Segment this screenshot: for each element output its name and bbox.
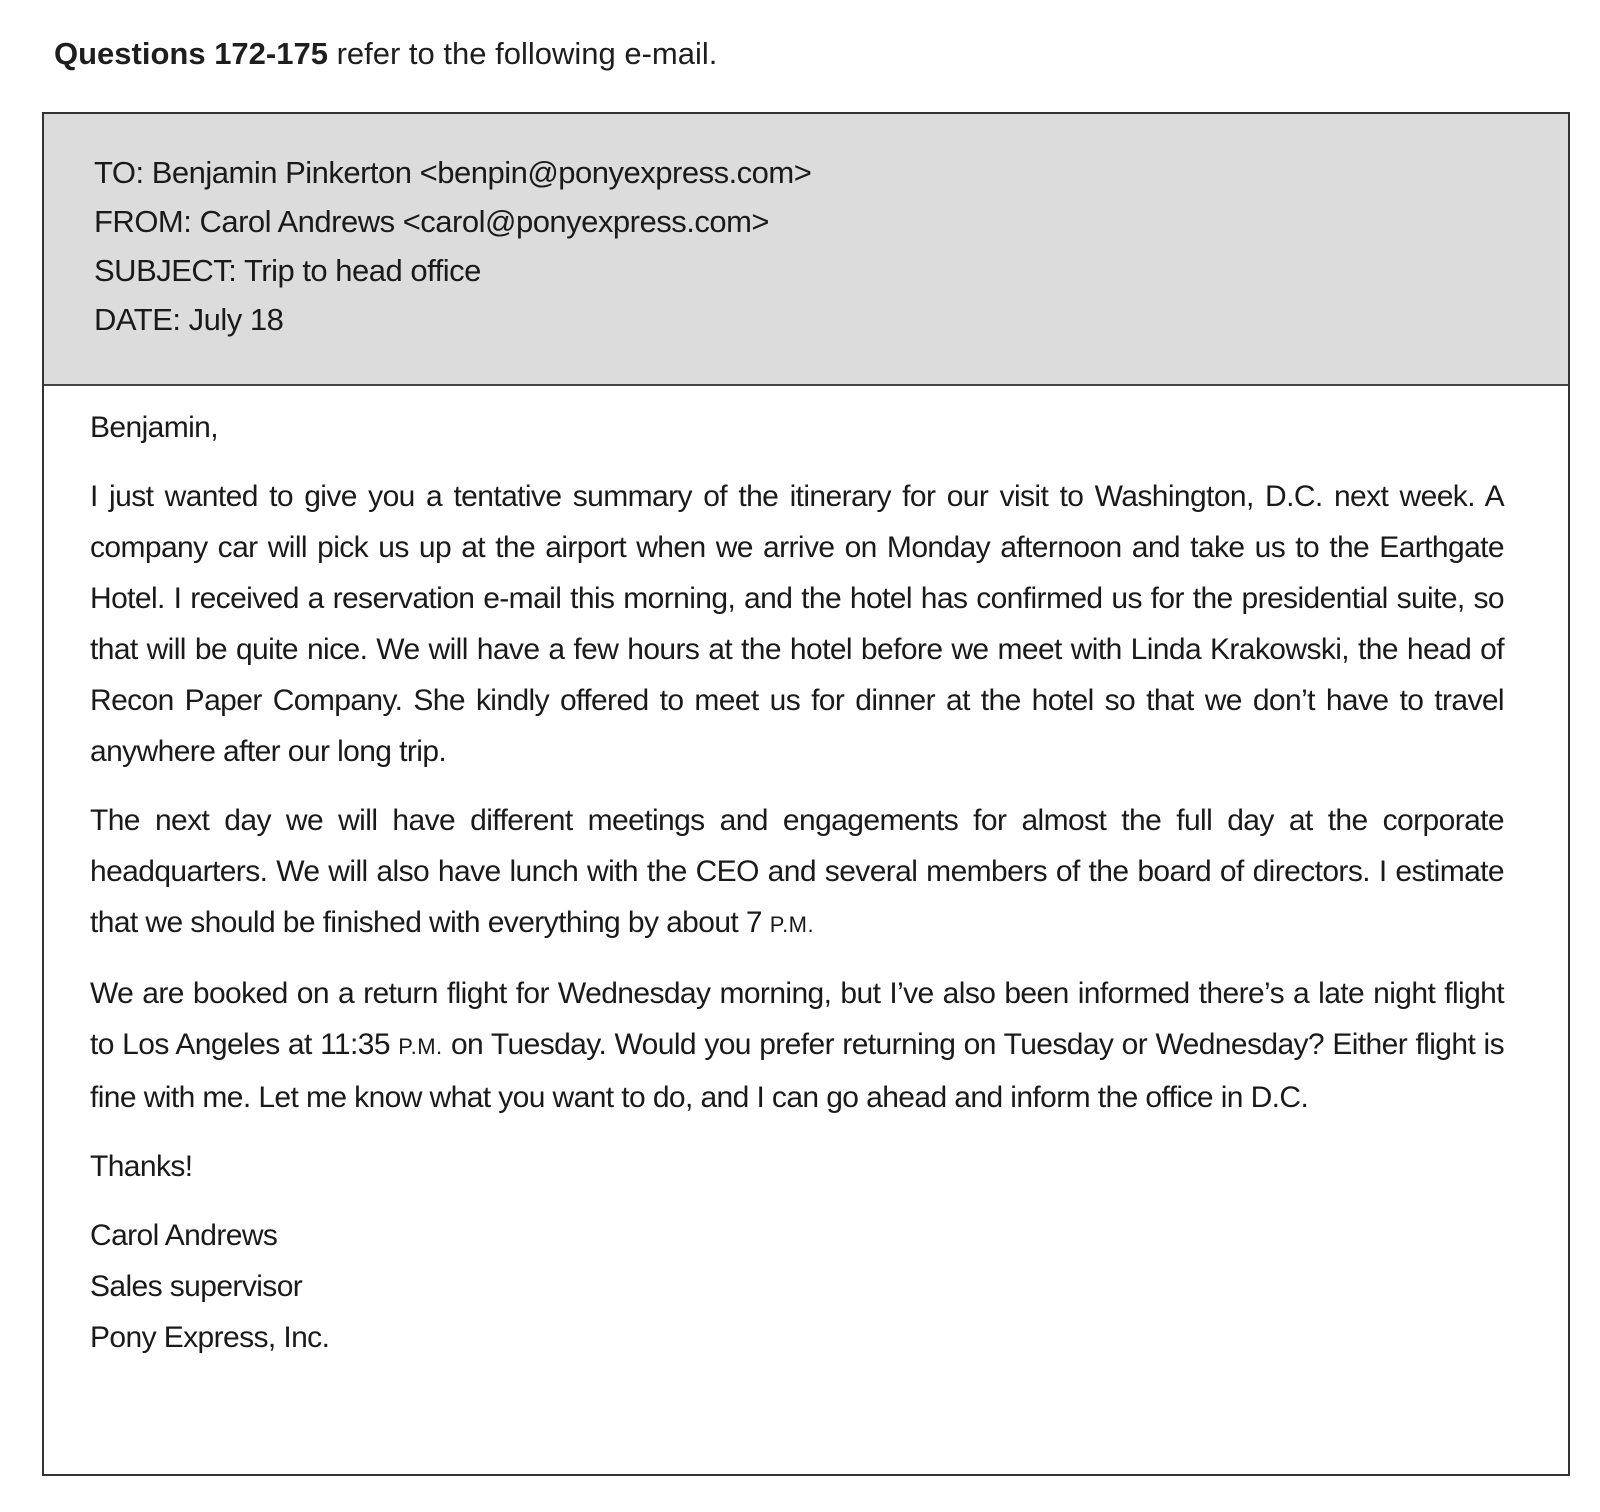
return-flight-text-b: on Tuesday. Would you prefer returning on Tuesday or Wednesday? Either flight is fine with me. Let me know what you want to do, and I can go ahead and inform the office in D.C. [90,1028,1504,1114]
paragraph-next-day-text: The next day we will have different meetings and engagements for almost the full day at the corporate headquarters. We will also have lunch with the CEO and several members of the board of directors. I estimate that we should be finished with everything by about 7 [90,804,1504,939]
closing: Thanks! [90,1150,193,1183]
subject-line: SUBJECT: Trip to head office [94,253,481,288]
greeting: Benjamin, [90,411,219,444]
email-header [44,114,1568,386]
email-box [42,112,1570,1476]
pm-label: P.M. [398,1034,443,1059]
pm-label: P.M. [769,912,815,937]
paragraph-next-day [90,795,1504,950]
date-line: DATE: July 18 [94,302,284,337]
intro-text: refer to the following e-mail. [327,36,718,71]
signature-company: Pony Express, Inc. [90,1321,330,1354]
from-line: FROM: Carol Andrews <carol@ponyexpress.com> [94,204,770,239]
paragraph-return-flight [90,968,1504,1123]
email-body [90,402,1504,1363]
return-flight-text-a: We are booked on a return flight for Wednesday morning, but I’ve also been informed there’s a late night flight to Los Angeles at 11:35 [90,977,1504,1061]
question-range: Questions 172-175 [54,36,328,71]
paragraph-itinerary: I just wanted to give you a tentative summary of the itinerary for our visit to Washington, D.C. next week. A company car will pick us up at the airport when we arrive on Monday afternoon and take us to the Earthgate Hotel. I received a reservation e-mail this morning, and the hotel has confirmed us for the presidential suite, so that will be quite nice. We will have a few hours at the hotel before we meet with Linda Krakowski, the head of Recon Paper Company. She kindly offered to meet us for dinner at the hotel so that we don’t have to travel anywhere after our long trip. [90,480,1504,768]
to-line: TO: Benjamin Pinkerton <benpin@ponyexpress.com> [94,155,812,190]
signature-title: Sales supervisor [90,1270,303,1303]
question-intro [54,34,717,74]
signature-name: Carol Andrews [90,1219,278,1252]
signature [90,1210,1504,1363]
